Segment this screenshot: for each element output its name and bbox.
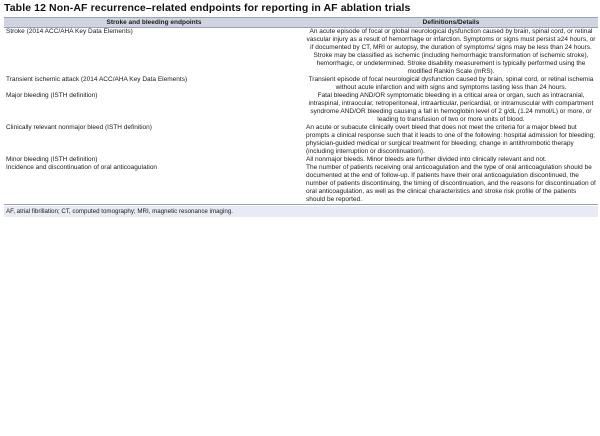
table-header-row [4, 18, 598, 28]
definition-cell: The number of patients receiving oral anticoagulation and the type of oral anticoagulation should be documented at the end of follow-up. If patients have their oral anticoagulation discontinued, the number of patients discontinuing, the timing of discontinuation, and the reasons for discontinuation of oral anticoagulation, as well as the clinical characteristics and stroke risk profile of the patients should be reported. [304, 164, 598, 205]
endpoint-cell: Transient ischemic attack (2014 ACC/AHA Key Data Elements) [6, 76, 188, 83]
endpoint-cell: Minor bleeding (ISTH definition) [6, 156, 98, 163]
header-endpoint: Stroke and bleeding endpoints [4, 18, 304, 28]
endpoint-cell: Incidence and discontinuation of oral anticoagulation [4, 164, 304, 205]
endpoint-cell: Stroke (2014 ACC/AHA Key Data Elements) [6, 28, 133, 35]
endpoint-cell: Major bleeding (ISTH definition) [6, 92, 98, 99]
definition-cell: All nonmajor bleeds. Minor bleeds are further divided into clinically relevant and not. [306, 156, 547, 163]
definition-cell: An acute episode of focal or global neurological dysfunction caused by brain, spinal cord, or retinal vascular injury as a result of hemorrhage or infarction. Symptoms or signs must persist ≥24 hours, or if documented by CT, MRI or autopsy, the duration of symptoms/ signs may be less than 24 hours. Stroke may be classified as ischemic (including hemorrhagic transformation of ischemic stroke), hemorrhagic, or undetermined. Stroke disability measurement is typically performed using the modified Rankin Scale (mRS). [306, 28, 596, 75]
table-title: Table 12 Non-AF recurrence–related endpoints for reporting in AF ablation trials [4, 2, 411, 14]
table-row [4, 92, 598, 124]
table-row [4, 76, 598, 92]
header-definition: Definitions/Details [304, 18, 598, 28]
table-row [4, 156, 598, 164]
definition-cell: Fatal bleeding AND/OR symptomatic bleeding in a critical area or organ, such as intracranial, intraspinal, intraocular, retroperitoneal, intraarticular, pericardial, or intramuscular with compartment syndrome AND/OR bleeding causing a fall in hemoglobin level of 2 g/dL (1.24 mmol/L) or more, or leading to transfusion of two or more units of blood. [308, 92, 594, 123]
definition-cell: Transient episode of focal neurological dysfunction caused by brain, spinal cord, or retinal ischemia without acute infarction and with signs and symptoms lasting less than 24 hours. [308, 76, 594, 91]
definition-cell: An acute or subacute clinically overt bleed that does not meet the criteria for a major bleed but prompts a clinical response such that it leads to one of the following: hospital admission for bleeding; physician-guided medical or surgical treatment for bleeding; change in antithrombotic therapy (including interruption or discontinuation). [306, 124, 596, 155]
table-footnote: AF, atrial fibrillation; CT, computed tomography; MRI, magnetic resonance imaging. [4, 206, 598, 217]
table-row [4, 124, 598, 156]
table-row [4, 28, 598, 77]
table-body [4, 28, 598, 205]
endpoints-table [4, 17, 598, 205]
table-row [4, 164, 598, 205]
endpoint-cell: Clinically relevant nonmajor bleed (ISTH definition) [6, 124, 152, 131]
